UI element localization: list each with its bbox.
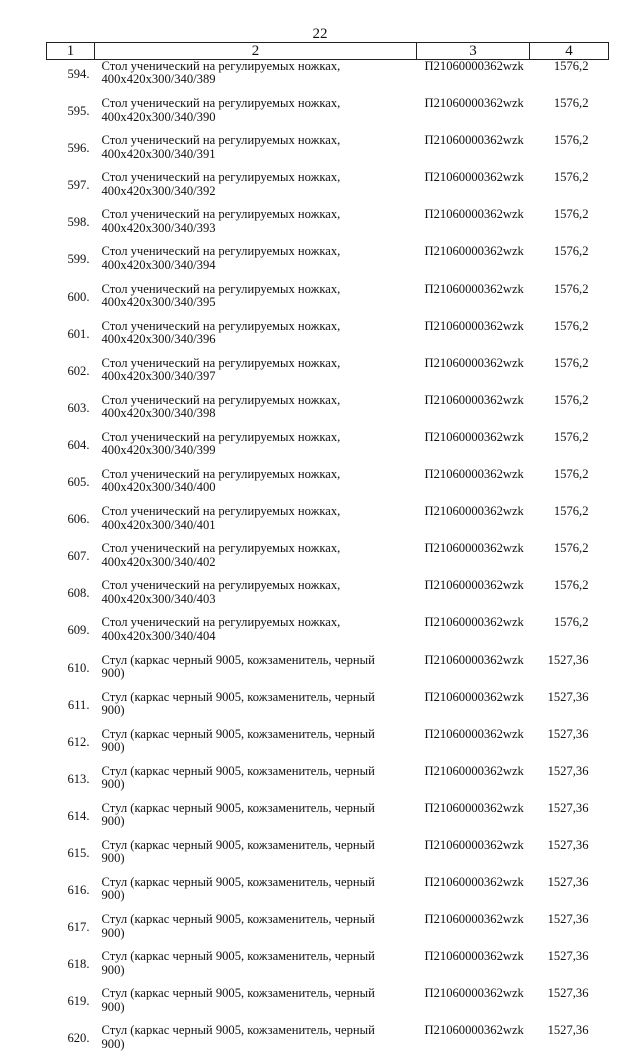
item-code: П21060000362wzk — [424, 467, 524, 482]
item-name-line-2: 900) — [101, 777, 125, 792]
item-code: П21060000362wzk — [424, 689, 524, 704]
row-number: 616. — [67, 883, 90, 898]
table-row — [47, 394, 609, 431]
row-number: 617. — [67, 920, 90, 935]
row-number: 613. — [67, 771, 90, 786]
item-name-line-1: Стол ученический на регулируемых ножках, — [101, 615, 341, 630]
item-name-line-1: Стул (каркас черный 9005, кожзаменитель, черный — [101, 1023, 375, 1038]
item-price: 1527,36 — [547, 986, 589, 1001]
item-price: 1527,36 — [547, 763, 589, 778]
table-row — [47, 654, 609, 691]
item-name — [95, 802, 417, 839]
column-header-1: 1 — [47, 43, 95, 60]
item-price: 1576,2 — [553, 355, 589, 370]
item-price: 1576,2 — [553, 207, 589, 222]
row-number: 607. — [67, 549, 90, 564]
item-name-line-1: Стул (каркас черный 9005, кожзаменитель, черный — [101, 986, 375, 1001]
item-code: П21060000362wzk — [424, 170, 524, 185]
table-row — [47, 728, 609, 765]
item-name — [95, 320, 417, 357]
item-name — [95, 208, 417, 245]
items-table — [46, 42, 609, 1062]
item-name-line-2: 400x420x300/340/396 — [101, 332, 216, 347]
row-number: 600. — [67, 289, 90, 304]
row-number: 597. — [67, 178, 90, 193]
item-name — [95, 468, 417, 505]
row-number: 612. — [67, 734, 90, 749]
item-price: 1527,36 — [547, 800, 589, 815]
column-header-4: 4 — [530, 43, 609, 60]
item-name-line-2: 400x420x300/340/397 — [101, 369, 216, 384]
item-name-line-2: 400x420x300/340/402 — [101, 554, 216, 569]
item-code: П21060000362wzk — [424, 578, 524, 593]
item-name-line-2: 400x420x300/340/390 — [101, 109, 216, 124]
item-code: П21060000362wzk — [424, 875, 524, 890]
item-name-line-2: 900) — [101, 1036, 125, 1051]
item-code: П21060000362wzk — [424, 949, 524, 964]
item-name-line-1: Стол ученический на регулируемых ножках, — [101, 355, 341, 370]
item-price: 1527,36 — [547, 912, 589, 927]
item-name — [95, 1024, 417, 1061]
item-code: П21060000362wzk — [424, 244, 524, 259]
item-name-line-2: 400x420x300/340/403 — [101, 591, 216, 606]
item-name-line-2: 400x420x300/340/391 — [101, 146, 216, 161]
item-price: 1576,2 — [553, 429, 589, 444]
row-number: 619. — [67, 994, 90, 1009]
item-code: П21060000362wzk — [424, 541, 524, 556]
item-name-line-1: Стол ученический на регулируемых ножках, — [101, 96, 341, 111]
table-row — [47, 616, 609, 653]
row-number: 605. — [67, 475, 90, 490]
item-code: П21060000362wzk — [424, 986, 524, 1001]
table-row — [47, 691, 609, 728]
item-name-line-1: Стол ученический на регулируемых ножках, — [101, 244, 341, 259]
item-name-line-2: 900) — [101, 665, 125, 680]
item-name-line-1: Стул (каркас черный 9005, кожзаменитель, черный — [101, 875, 375, 890]
item-price: 1576,2 — [553, 59, 589, 73]
item-price: 1527,36 — [547, 652, 589, 667]
item-name — [95, 876, 417, 913]
item-price: 1527,36 — [547, 837, 589, 852]
item-name — [95, 950, 417, 987]
item-name-line-2: 900) — [101, 925, 125, 940]
row-number: 601. — [67, 326, 90, 341]
table-row — [47, 987, 609, 1024]
row-number: 594. — [67, 67, 90, 81]
item-name — [95, 283, 417, 320]
row-number: 618. — [67, 957, 90, 972]
item-code: П21060000362wzk — [424, 504, 524, 519]
item-name — [95, 654, 417, 691]
item-name — [95, 765, 417, 802]
table-row — [47, 134, 609, 171]
item-name-line-1: Стол ученический на регулируемых ножках, — [101, 170, 341, 185]
table-body — [47, 60, 609, 1062]
item-price: 1527,36 — [547, 689, 589, 704]
item-name-line-1: Стол ученический на регулируемых ножках, — [101, 318, 341, 333]
item-price: 1576,2 — [553, 541, 589, 556]
table-row — [47, 505, 609, 542]
item-name-line-1: Стул (каркас черный 9005, кожзаменитель, черный — [101, 800, 375, 815]
item-price: 1576,2 — [553, 318, 589, 333]
item-name-line-1: Стол ученический на регулируемых ножках, — [101, 429, 341, 444]
item-name — [95, 394, 417, 431]
item-price: 1576,2 — [553, 133, 589, 148]
item-price: 1576,2 — [553, 504, 589, 519]
table-row — [47, 802, 609, 839]
item-name — [95, 839, 417, 876]
row-number: 603. — [67, 400, 90, 415]
item-price: 1576,2 — [553, 281, 589, 296]
table-row — [47, 320, 609, 357]
item-name — [95, 728, 417, 765]
item-code: П21060000362wzk — [424, 912, 524, 927]
item-code: П21060000362wzk — [424, 355, 524, 370]
row-number: 604. — [67, 437, 90, 452]
item-name — [95, 542, 417, 579]
item-name — [95, 505, 417, 542]
item-name-line-1: Стол ученический на регулируемых ножках, — [101, 133, 341, 148]
column-header-2: 2 — [95, 43, 417, 60]
item-price: 1576,2 — [553, 244, 589, 259]
table-row — [47, 283, 609, 320]
table-row — [47, 1024, 609, 1061]
item-price: 1576,2 — [553, 170, 589, 185]
row-number: 596. — [67, 141, 90, 156]
item-name-line-1: Стул (каркас черный 9005, кожзаменитель, черный — [101, 949, 375, 964]
table-row — [47, 468, 609, 505]
item-code: П21060000362wzk — [424, 281, 524, 296]
item-name-line-2: 400x420x300/340/400 — [101, 480, 216, 495]
table-row — [47, 876, 609, 913]
item-name — [95, 579, 417, 616]
item-name — [95, 245, 417, 282]
item-price: 1527,36 — [547, 875, 589, 890]
item-code: П21060000362wzk — [424, 392, 524, 407]
row-number: 608. — [67, 586, 90, 601]
item-name-line-2: 400x420x300/340/399 — [101, 443, 216, 458]
item-name-line-1: Стул (каркас черный 9005, кожзаменитель, черный — [101, 726, 375, 741]
table-row — [47, 765, 609, 802]
item-name-line-2: 900) — [101, 888, 125, 903]
item-price: 1527,36 — [547, 726, 589, 741]
item-name-line-2: 400x420x300/340/392 — [101, 183, 216, 198]
item-price: 1576,2 — [553, 615, 589, 630]
item-price: 1576,2 — [553, 578, 589, 593]
table-row — [47, 60, 609, 98]
item-code: П21060000362wzk — [424, 318, 524, 333]
row-number: 609. — [67, 623, 90, 638]
item-name-line-2: 400x420x300/340/389 — [101, 72, 216, 87]
item-name-line-2: 900) — [101, 999, 125, 1014]
item-price: 1527,36 — [547, 1023, 589, 1038]
row-number: 598. — [67, 215, 90, 230]
table-row — [47, 542, 609, 579]
item-price: 1527,36 — [547, 949, 589, 964]
item-name-line-1: Стол ученический на регулируемых ножках, — [101, 467, 341, 482]
item-name-line-1: Стол ученический на регулируемых ножках, — [101, 578, 341, 593]
item-name-line-1: Стол ученический на регулируемых ножках, — [101, 504, 341, 519]
item-price: 1576,2 — [553, 96, 589, 111]
item-code: П21060000362wzk — [424, 133, 524, 148]
item-name-line-1: Стол ученический на регулируемых ножках, — [101, 281, 341, 296]
item-price: 1576,2 — [553, 467, 589, 482]
row-number: 599. — [67, 252, 90, 267]
table-row — [47, 579, 609, 616]
row-number: 602. — [67, 363, 90, 378]
item-name-line-1: Стол ученический на регулируемых ножках, — [101, 392, 341, 407]
row-number: 614. — [67, 808, 90, 823]
item-code: П21060000362wzk — [424, 429, 524, 444]
item-name-line-1: Стул (каркас черный 9005, кожзаменитель, черный — [101, 689, 375, 704]
item-code: П21060000362wzk — [424, 800, 524, 815]
item-code: П21060000362wzk — [424, 59, 524, 73]
item-name — [95, 97, 417, 134]
item-name-line-1: Стул (каркас черный 9005, кожзаменитель, черный — [101, 763, 375, 778]
item-name-line-2: 900) — [101, 814, 125, 829]
item-code: П21060000362wzk — [424, 763, 524, 778]
row-number: 615. — [67, 845, 90, 860]
item-name-line-2: 400x420x300/340/404 — [101, 628, 216, 643]
page-number: 22 — [312, 26, 328, 42]
table-header — [47, 43, 609, 60]
item-code: П21060000362wzk — [424, 96, 524, 111]
item-name — [95, 60, 417, 98]
item-name — [95, 134, 417, 171]
item-name — [95, 913, 417, 950]
column-header-3: 3 — [417, 43, 530, 60]
header-row — [47, 43, 609, 60]
item-code: П21060000362wzk — [424, 652, 524, 667]
item-code: П21060000362wzk — [424, 837, 524, 852]
item-name-line-1: Стул (каркас черный 9005, кожзаменитель, черный — [101, 652, 375, 667]
row-number: 611. — [67, 697, 90, 712]
item-name-line-2: 900) — [101, 962, 125, 977]
item-code: П21060000362wzk — [424, 615, 524, 630]
item-name-line-1: Стул (каркас черный 9005, кожзаменитель, черный — [101, 912, 375, 927]
table-row — [47, 357, 609, 394]
item-name — [95, 616, 417, 653]
item-code: П21060000362wzk — [424, 1023, 524, 1038]
table-row — [47, 950, 609, 987]
row-number: 595. — [67, 104, 90, 119]
item-code: П21060000362wzk — [424, 726, 524, 741]
table-row — [47, 245, 609, 282]
item-name — [95, 171, 417, 208]
item-name-line-2: 900) — [101, 703, 125, 717]
item-name-line-1: Стол ученический на регулируемых ножках, — [101, 207, 341, 222]
item-name-line-2: 400x420x300/340/401 — [101, 517, 216, 532]
row-number: 606. — [67, 512, 90, 527]
item-code: П21060000362wzk — [424, 207, 524, 222]
table-row — [47, 913, 609, 950]
item-name-line-2: 400x420x300/340/398 — [101, 406, 216, 421]
item-name-line-2: 900) — [101, 740, 125, 755]
table-row — [47, 171, 609, 208]
item-name — [95, 357, 417, 394]
table-row — [47, 97, 609, 134]
table-row — [47, 431, 609, 468]
item-name — [95, 691, 417, 728]
item-name — [95, 987, 417, 1024]
row-number: 620. — [67, 1031, 90, 1046]
item-name-line-1: Стол ученический на регулируемых ножках, — [101, 541, 341, 556]
table-row — [47, 839, 609, 876]
item-name — [95, 431, 417, 468]
item-price: 1576,2 — [553, 392, 589, 407]
item-name-line-2: 900) — [101, 851, 125, 866]
item-name-line-2: 400x420x300/340/395 — [101, 294, 216, 309]
table-row — [47, 208, 609, 245]
item-name-line-1: Стол ученический на регулируемых ножках, — [101, 59, 341, 73]
item-name-line-2: 400x420x300/340/394 — [101, 257, 216, 272]
row-number: 610. — [67, 660, 90, 675]
item-name-line-1: Стул (каркас черный 9005, кожзаменитель, черный — [101, 837, 375, 852]
item-name-line-2: 400x420x300/340/393 — [101, 220, 216, 235]
